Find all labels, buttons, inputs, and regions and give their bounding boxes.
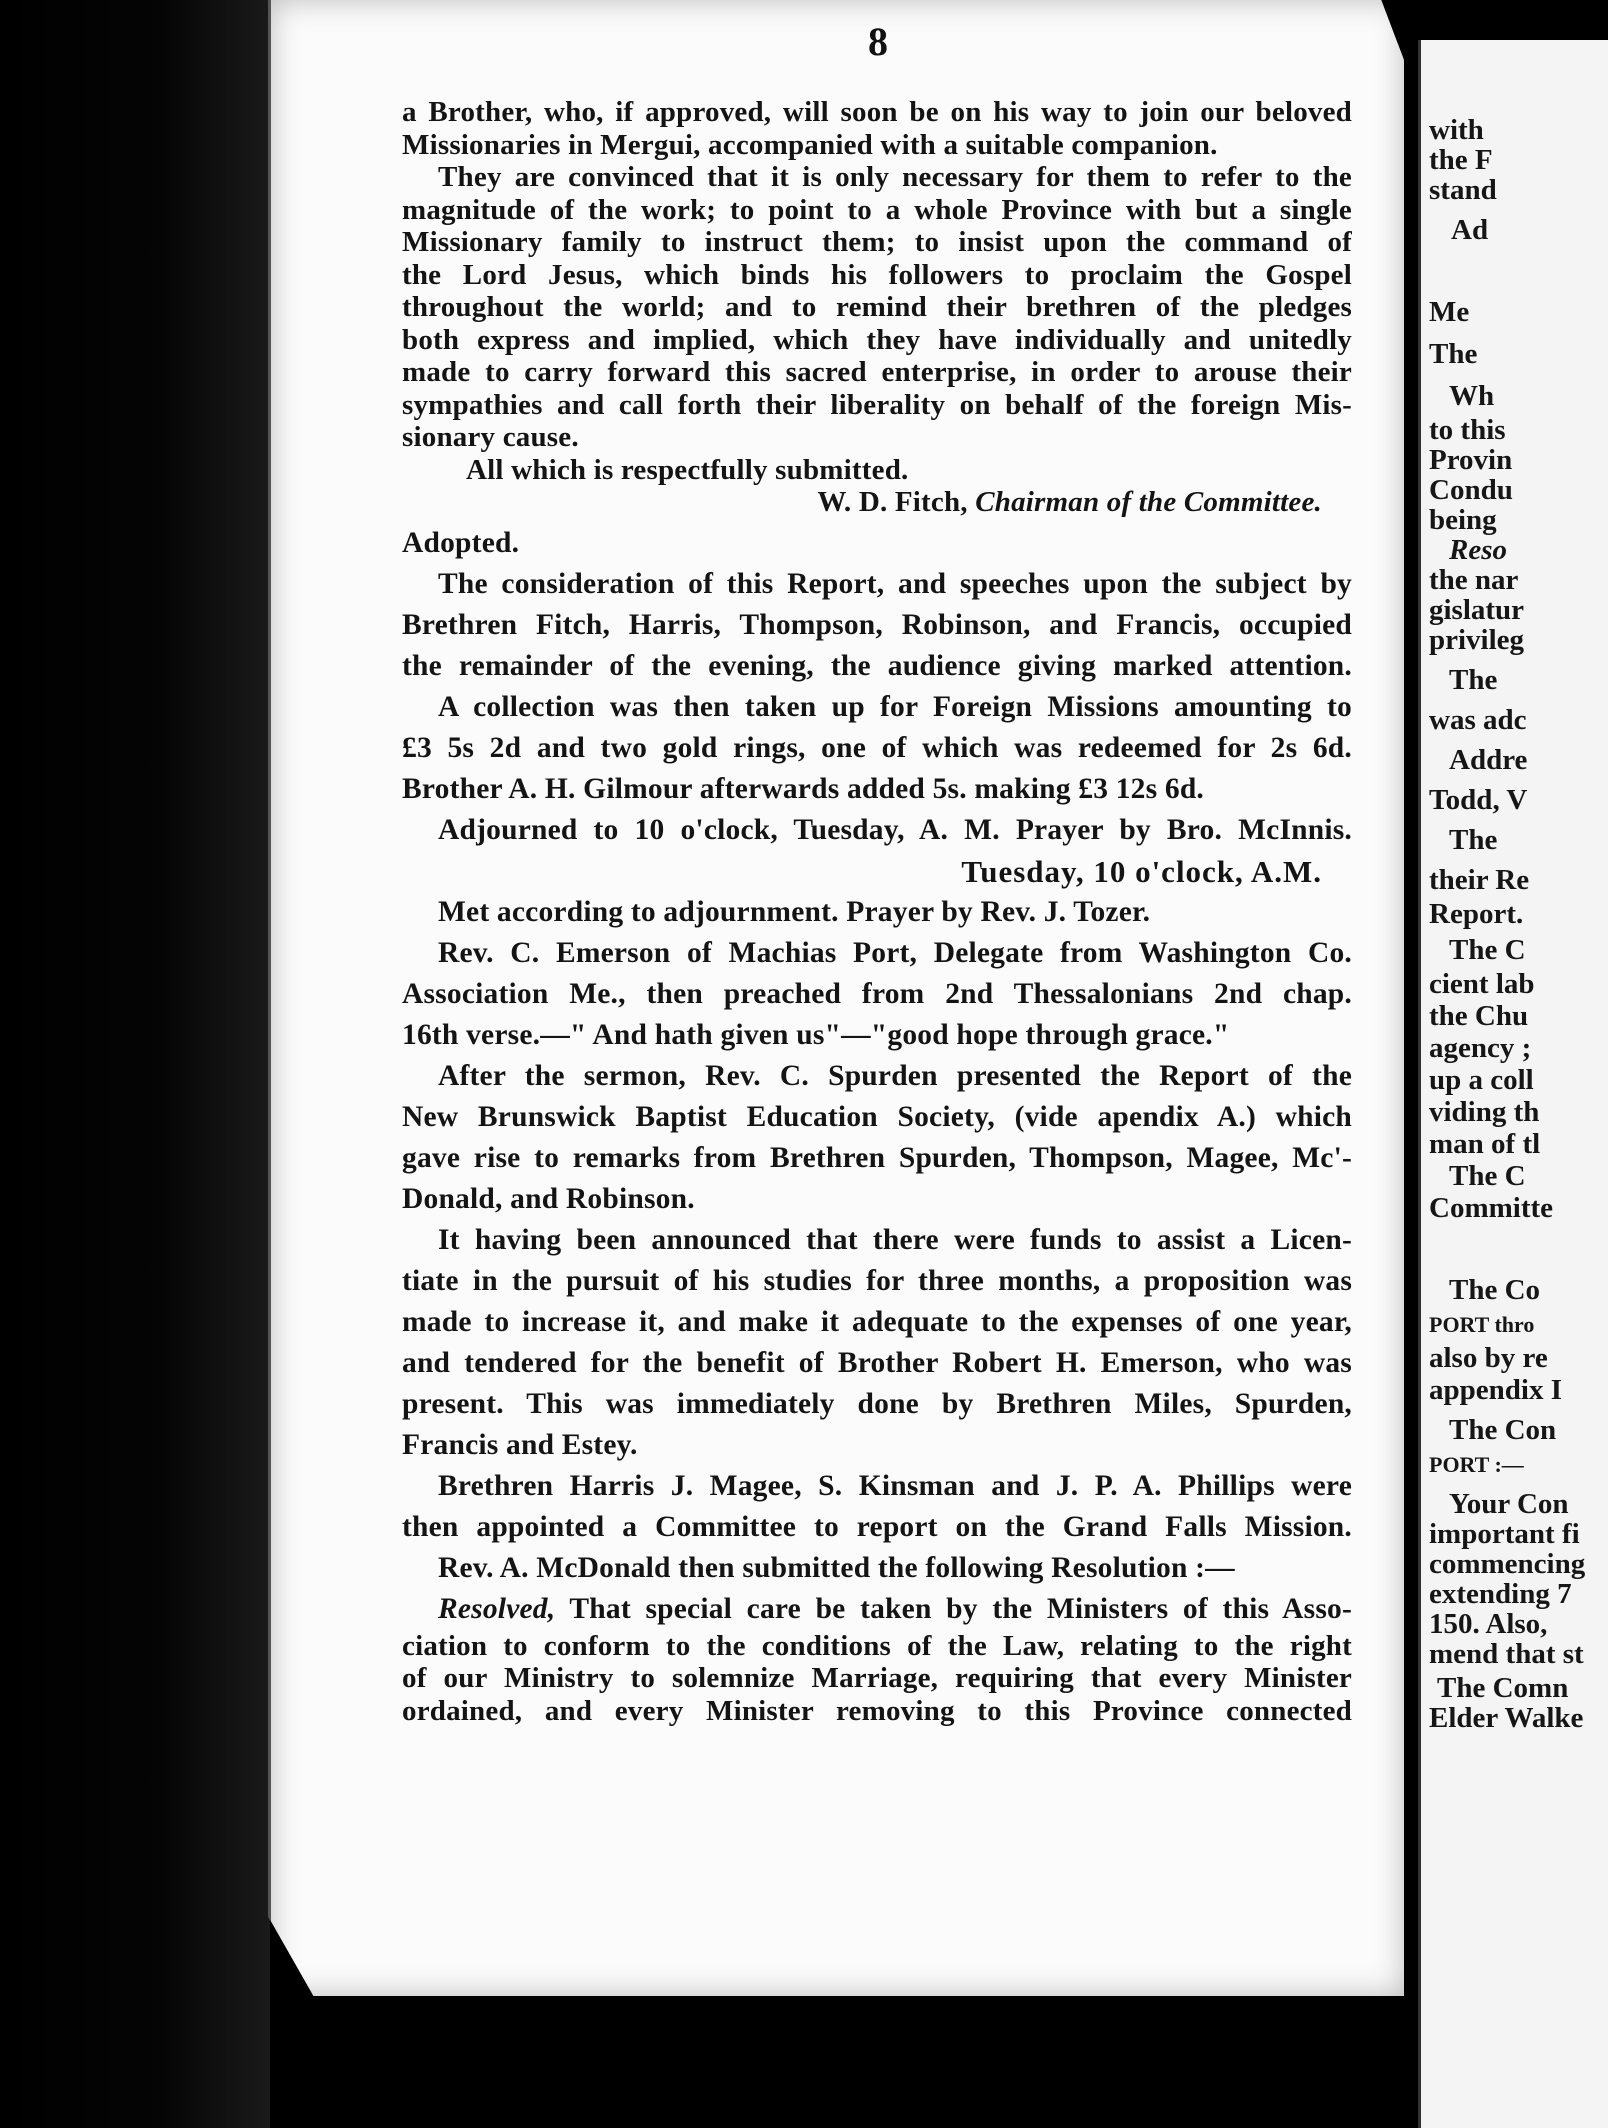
text-line: They are convinced that it is only necessary for them to refer to the (438, 161, 1352, 193)
facing-page-line: important fi (1429, 1518, 1580, 1550)
facing-page-line: extending 7 (1429, 1578, 1572, 1610)
section-heading: Tuesday, 10 o'clock, A.M. (961, 853, 1322, 889)
facing-page-line: Condu (1429, 474, 1513, 506)
text-line: Missionary family to instruct them; to insist upon the command of (402, 226, 1352, 258)
resolution-continuation (402, 1630, 1352, 1728)
facing-page-line: The Co (1449, 1274, 1541, 1306)
facing-page-line: 150. Also, (1429, 1608, 1548, 1640)
text-line: Association Me., then preached from 2nd Thessalonians 2nd chap. (402, 977, 1352, 1010)
facing-page-line: The (1429, 338, 1478, 370)
text-line: Brother A. H. Gilmour afterwards added 5s. making £3 12s 6d. (402, 772, 1205, 805)
resolution-text: That special care be taken by the Ministers of this Asso- (555, 1592, 1352, 1625)
facing-page-line: Provin (1429, 444, 1513, 476)
text-line: Rev. A. McDonald then submitted the following Resolution :— (438, 1551, 1235, 1584)
text-line: a Brother, who, if approved, will soon be on his way to join our beloved (402, 96, 1352, 128)
facing-page-line: Addre (1449, 744, 1528, 776)
facing-page-line: Todd, V (1429, 784, 1528, 816)
facing-page-line: their Re (1429, 864, 1530, 896)
text-line: 16th verse.—" And hath given us"—"good hope through grace." (402, 1018, 1230, 1051)
facing-page-line: Ad (1451, 214, 1489, 246)
facing-page-line: The Con (1449, 1414, 1557, 1446)
text-line: throughout the world; and to remind their brethren of the pledges (402, 291, 1352, 323)
facing-page-line: The C (1449, 1160, 1526, 1192)
text-line: Donald, and Robinson. (402, 1182, 695, 1215)
text-line: After the sermon, Rev. C. Spurden presented the Report of the (438, 1059, 1352, 1092)
facing-page-line: viding th (1429, 1096, 1540, 1128)
text-line: made to carry forward this sacred enterprise, in order to arouse their (402, 356, 1352, 388)
facing-page-line: Report. (1429, 898, 1524, 930)
facing-page-line: Wh (1449, 380, 1495, 412)
facing-page-line: The (1449, 664, 1498, 696)
facing-page-line: The (1449, 824, 1498, 856)
facing-page-line: also by re (1429, 1342, 1548, 1374)
text-line: sionary cause. (402, 421, 579, 453)
facing-page-line: agency ; (1429, 1032, 1532, 1064)
text-line: then appointed a Committee to report on the Grand Falls Mission. (402, 1510, 1352, 1543)
page-number: 8 (868, 19, 888, 64)
text-line: tiate in the pursuit of his studies for three months, a proposition was (402, 1264, 1352, 1297)
text-line: Adopted. (402, 526, 520, 559)
text-line: sympathies and call forth their liberality on behalf of the foreign Mis- (402, 388, 1352, 421)
text-line: Rev. C. Emerson of Machias Port, Delegate from Washington Co. (438, 936, 1352, 969)
text-line: Brethren Harris J. Magee, S. Kinsman and J. P. A. Phillips were (438, 1469, 1352, 1502)
facing-page-line: the Chu (1429, 1000, 1529, 1032)
facing-page-line: man of tl (1429, 1128, 1541, 1160)
facing-page-line: privileg (1429, 624, 1525, 656)
facing-page-line: the F (1429, 144, 1493, 176)
facing-page-line: the nar (1429, 564, 1519, 596)
minutes-paragraph (402, 523, 1352, 1630)
facing-page-line: gislatur (1429, 594, 1525, 626)
signature-name: W. D. Fitch, (817, 486, 968, 518)
facing-page-line: mend that st (1429, 1638, 1584, 1670)
facing-page-line: PORT :— (1429, 1452, 1524, 1477)
facing-page-line: The Comn (1437, 1672, 1569, 1704)
text-line: The consideration of this Report, and speeches upon the subject by (438, 567, 1352, 600)
facing-page-line: The C (1449, 934, 1526, 966)
facing-page-line: being (1429, 504, 1497, 536)
facing-page-line: PORT thro (1429, 1312, 1535, 1337)
main-text-column (402, 96, 1352, 1727)
signature-title: Chairman of the Committee. (975, 486, 1322, 518)
text-line: the remainder of the evening, the audience giving marked attention. (402, 649, 1352, 682)
facing-page-line: cient lab (1429, 968, 1535, 1000)
text-line: both express and implied, which they have individually and unitedly (402, 323, 1352, 356)
text-line: present. This was immediately done by Brethren Miles, Spurden, (402, 1387, 1352, 1420)
text-line: ordained, and every Minister removing to this Province connected (402, 1694, 1352, 1727)
facing-page-line: was adc (1429, 704, 1527, 736)
text-line: magnitude of the work; to point to a whole Province with but a single (402, 193, 1352, 226)
resolved-label: Resolved, (438, 1592, 556, 1625)
facing-page-line: Me (1429, 296, 1470, 328)
text-line: It having been announced that there were funds to assist a Licen- (438, 1223, 1352, 1256)
facing-page-line: up a coll (1429, 1064, 1534, 1096)
text-line: A collection was then taken up for Foreign Missions amounting to (438, 690, 1352, 723)
text-line: Adjourned to 10 o'clock, Tuesday, A. M. Prayer by Bro. McInnis. (438, 813, 1352, 846)
facing-page-line: commencing (1429, 1548, 1586, 1580)
facing-page-line: with (1429, 114, 1484, 146)
signature-line (402, 486, 1352, 519)
facing-page-fragment (1418, 40, 1608, 2128)
facing-page-line: stand (1429, 174, 1497, 206)
facing-page-line: Your Con (1449, 1488, 1569, 1520)
facing-page-line: appendix I (1429, 1374, 1562, 1406)
text-line: New Brunswick Baptist Education Society, (vide apendix A.) which (402, 1100, 1352, 1133)
text-line: Met according to adjournment. Prayer by Rev. J. Tozer. (438, 895, 1151, 928)
facing-page-line: Elder Walke (1429, 1702, 1584, 1734)
scan-left-margin (0, 0, 270, 2128)
facing-page-line: to this (1429, 414, 1506, 446)
text-line: ciation to conform to the conditions of the Law, relating to the right (402, 1629, 1352, 1662)
text-line: Missionaries in Mergui, accompanied with a suitable companion. (402, 128, 1218, 161)
committee-report-paragraph (402, 96, 1352, 519)
text-line: of our Ministry to solemnize Marriage, requiring that every Minister (402, 1662, 1352, 1694)
text-line: and tendered for the benefit of Brother Robert H. Emerson, who was (402, 1346, 1352, 1379)
text-line: the Lord Jesus, which binds his followers to proclaim the Gospel (402, 258, 1352, 291)
submitted-line: All which is respectfully submitted. (466, 453, 909, 486)
text-line: Francis and Estey. (402, 1428, 638, 1461)
facing-page-line: Committe (1429, 1192, 1554, 1224)
text-line: gave rise to remarks from Brethren Spurden, Thompson, Magee, Mc'- (402, 1141, 1352, 1174)
text-line: £3 5s 2d and two gold rings, one of which was redeemed for 2s 6d. (402, 731, 1352, 764)
text-line: Brethren Fitch, Harris, Thompson, Robinson, and Francis, occupied (402, 608, 1352, 641)
facing-page-line: Reso (1449, 534, 1507, 566)
text-line: made to increase it, and make it adequate to the expenses of one year, (402, 1305, 1352, 1338)
resolution-first-line (402, 1589, 1352, 1630)
